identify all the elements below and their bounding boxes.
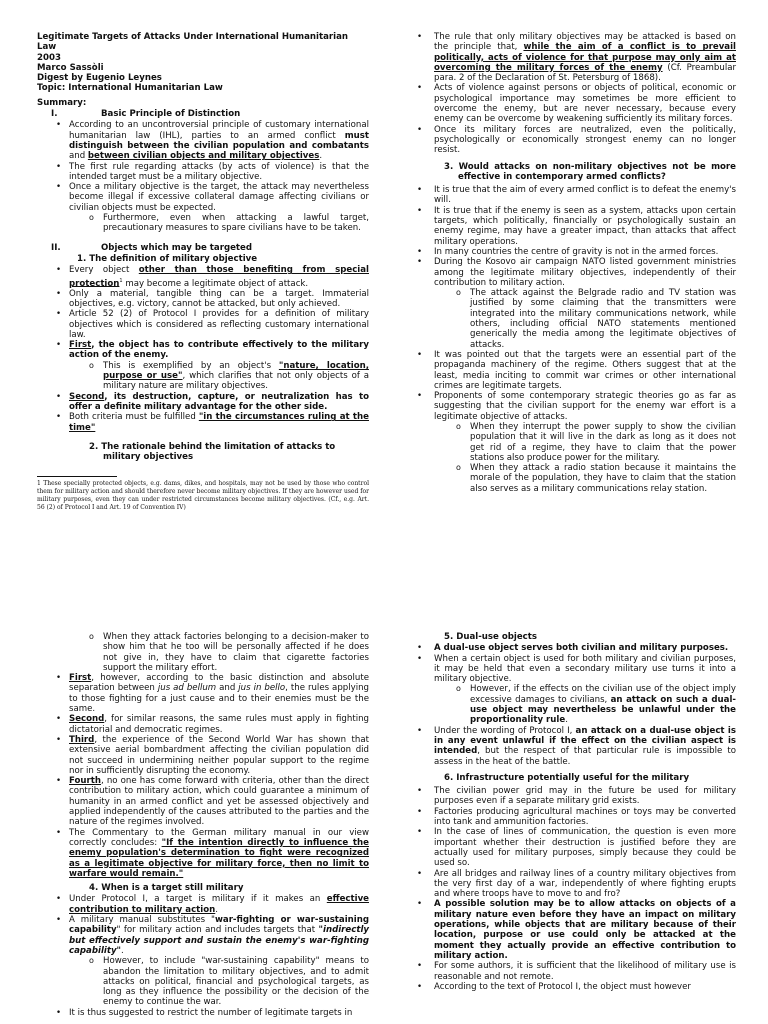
document-author: Marco Sassòli — [37, 62, 104, 73]
list-item: • A possible solution may be to allow attacks on objects of a military nature even before they have an impact on military operations, while objects that are military because of their location, purpose or use could only be attacked at the moment they actually provide an effective contribution to military action. — [404, 899, 736, 961]
sub-list-item: o However, if the effects on the civilian use of the object imply excessive damages to civilians, an attack on such a dual-use object may nevertheless be unlawful under the proportionality rule. — [404, 684, 736, 725]
list-item: • In the case of lines of communication, the question is even more important whether their destruction is justified before they are actually used for military purposes, simply because they could be used so. — [404, 827, 736, 868]
list-item: • First, the object has to contribute effectively to the military action of the enemy. — [37, 340, 369, 361]
list-item: • It was pointed out that the targets were an essential part of the propaganda machinery of the regime. Others suggest that at the least, media inciting to commit war crimes or other international crimes are legitimate targets. — [404, 350, 736, 391]
subsection-3-heading: 3. Would attacks on non-military objectives not be more effective in contemporary armed conflicts? — [444, 161, 736, 182]
list-item: • It is true that if the enemy is seen as a system, attacks upon certain targets, which politically, financially or psychologically sustain an enemy regime, may have a greater impact, than attacks that affect military operations. — [404, 206, 736, 247]
list-item: • Both criteria must be fulfilled "in the circumstances ruling at the time" — [37, 412, 369, 433]
section-2-heading: II. Objects which may be targeted — [51, 242, 253, 253]
document-digest-by: Digest by Eugenio Leynes — [37, 73, 162, 84]
sub-list-item: o However, to include "war-sustaining capability" means to abandon the limitation to military objectives, and to admit attacks on political, financial and psychological targets, as long as they influence the possibility or the decision of the enemy to continue the war. — [37, 956, 369, 1007]
list-item: • Second, for similar reasons, the same rules must apply in fighting dictatorial and democratic regimes. — [37, 714, 369, 735]
page2-left-column — [37, 632, 369, 1018]
list-item: • Second, its destruction, capture, or neutralization has to offer a definite military advantage for the other side. — [37, 392, 369, 413]
list-item: • For some authors, it is sufficient that the likelihood of military use is reasonable and not remote. — [404, 961, 736, 982]
list-item: • Proponents of some contemporary strategic theories go as far as suggesting that the civilian support for the enemy war effort is a legitimate objective of attacks. — [404, 391, 736, 422]
sub-list-item: o When they attack factories belonging to a decision-maker to show him that he too will be personally affected if he does not give in, they have to claim that cigarette factories support the military effort. — [37, 632, 369, 673]
page2-right-column — [404, 632, 736, 992]
subsection-6-heading: 6. Infrastructure potentially useful for the military — [444, 772, 690, 783]
list-item: • First, however, according to the basic distinction and absolute separation between jus ad bellum and jus in bello, the rules applying to those fighting for a just cause and to their enemies must be the same. — [37, 673, 369, 714]
list-item: • It is true that the aim of every armed conflict is to defeat the enemy's will. — [404, 185, 736, 206]
list-item: • According to an uncontroversial principle of customary international humanitarian law (IHL), parties to an armed conflict must distinguish between the civilian population and combatants and between civilian objects and military objectives. — [37, 120, 369, 161]
list-item: • A military manual substitutes "war-fighting or war-sustaining capability" for military action and includes targets that "indirectly but effectively support and sustain the enemy's war-fighting capability". — [37, 915, 369, 956]
list-item: • In many countries the centre of gravity is not in the armed forces. — [404, 247, 736, 257]
sub-list-item: o When they interrupt the power supply to show the civilian population that it will live in the dark as long as it does not get rid of a regime, they have to claim that the power stations also produce power for the military. — [404, 422, 736, 463]
list-item: • Under the wording of Protocol I, an attack on a dual-use object is in any event unlawful if the effect on the civilian aspect is intended, but the respect of that particular rule is impossible to assess in the heat of the battle. — [404, 726, 736, 767]
list-item: • Article 52 (2) of Protocol I provides for a definition of military objectives which is considered as reflecting customary international law. — [37, 309, 369, 340]
document-page-2 — [0, 612, 768, 1024]
subsection-2-heading: 2. The rationale behind the limitation of attacks to military objectives — [89, 441, 336, 463]
list-item: • The first rule regarding attacks (by acts of violence) is that the intended target must be a military objective. — [37, 162, 369, 183]
list-item: • Third, the experience of the Second World War has shown that extensive aerial bombardment affecting the civilian population did not succeed in undermining neither popular support to the regime nor in sufficiently disrupting the economy. — [37, 735, 369, 776]
list-item: • According to the text of Protocol I, the object must however — [404, 982, 736, 992]
summary-label: Summary: — [37, 97, 87, 108]
footnote-ref[interactable]: 1 — [119, 277, 123, 284]
list-item: • Once a military objective is the target, the attack may nevertheless become illegal if excessive collateral damage affecting civilians or civilian objects must be expected. — [37, 182, 369, 213]
footnote-divider — [37, 476, 117, 477]
list-item: • Every object other than those benefiting from special protection$^1$ may become a legitimate object of attack. — [37, 265, 369, 288]
list-item: • The rule that only military objectives may be attacked is based on the principle that, while the aim of a conflict is to prevail politically, acts of violence for that purpose may only aim at overcoming the military forces of the enemy (Cf. Preambular para. 2 of the Declaration of St. Petersburg of 1868). — [404, 32, 736, 83]
list-item: • A dual-use object serves both civilian and military purposes. — [404, 643, 736, 653]
document-year: 2003 — [37, 52, 61, 63]
list-item: • Factories producing agricultural machines or toys may be converted into tank and ammunition factories. — [404, 807, 736, 828]
document-title: Legitimate Targets of Attacks Under International Humanitarian Law — [37, 32, 349, 53]
sub-list-item: o Furthermore, even when attacking a lawful target, precautionary measures to spare civilians have to be taken. — [37, 213, 369, 234]
list-item: • Under Protocol I, a target is military if it makes an effective contribution to military action. — [37, 894, 369, 915]
subsection-5-heading: 5. Dual-use objects — [444, 632, 537, 642]
list-item: • The Commentary to the German military manual in our view correctly concludes: "If the intention directly to influence the enemy population's determination to fight were recognized as a legitimate objective for military force, then no limit to warfare would remain." — [37, 828, 369, 879]
document-topic: Topic: International Humanitarian Law — [37, 83, 223, 94]
footnote: 1 These specially protected objects, e.g. dams, dikes, and hospitals, may not be used by those who control them for military action and should therefore never become military objectives. If they are however used for military purposes, even they can under restricted circumstances become military objectives. (Cf., e.g. Art. 56 (2) of Protocol I and Art. 19 of Convention IV) — [37, 480, 369, 512]
subsection-4-heading: 4. When is a target still military — [89, 883, 244, 894]
list-item: • Acts of violence against persons or objects of political, economic or psychological importance may sometimes be more efficient to overcome the enemy, but are never necessary, because every enemy can be overcome by weakening sufficiently its military forces. — [404, 83, 736, 124]
subsection-1-heading: 1. The definition of military objective — [77, 253, 258, 264]
list-item: • Are all bridges and railway lines of a country military objectives from the very first day of a war, independently of where fighting erupts and where troops have to move to and fro? — [404, 869, 736, 900]
section-1-heading: I. Basic Principle of Distinction — [51, 109, 241, 120]
list-item: • Once its military forces are neutralized, even the politically, psychologically or economically strongest enemy can no longer resist. — [404, 125, 736, 156]
list-item: • During the Kosovo air campaign NATO listed government ministries among the legitimate military objectives, independently of their contribution to military action. — [404, 257, 736, 288]
page1-left-column — [37, 32, 369, 512]
list-item: • Only a material, tangible thing can be a target. Immaterial objectives, e.g. victory, cannot be attacked, but only achieved. — [37, 289, 369, 310]
list-item: • Fourth, no one has come forward with criteria, other than the direct contribution to military action, which could guarantee a minimum of humanity in an armed conflict and yet be assessed objectively and applied independently of the causes attributed to the parties and the nature of the regimes involved. — [37, 776, 369, 827]
sub-list-item: o This is exemplified by an object's "nature, location, purpose or use", which clarifies that not only objects of a military nature are military objectives. — [37, 361, 369, 392]
list-item: • It is thus suggested to restrict the number of legitimate targets in — [37, 1008, 369, 1018]
document-header — [37, 32, 369, 94]
sub-list-item: o When they attack a radio station because it maintains the morale of the population, they have to claim that the station also serves as a military communications relay station. — [404, 463, 736, 494]
page1-right-column — [404, 32, 736, 494]
sub-list-item: o The attack against the Belgrade radio and TV station was justified by some claiming that the transmitters were integrated into the military communications network, while others, including official NATO statements mentioned generically the media among the legitimate objectives of attacks. — [404, 288, 736, 350]
list-item: • When a certain object is used for both military and civilian purposes, it may be held that even a secondary military use turns it into a military objective. — [404, 654, 736, 685]
list-item: • The civilian power grid may in the future be used for military purposes even if a separate military grid exists. — [404, 786, 736, 807]
